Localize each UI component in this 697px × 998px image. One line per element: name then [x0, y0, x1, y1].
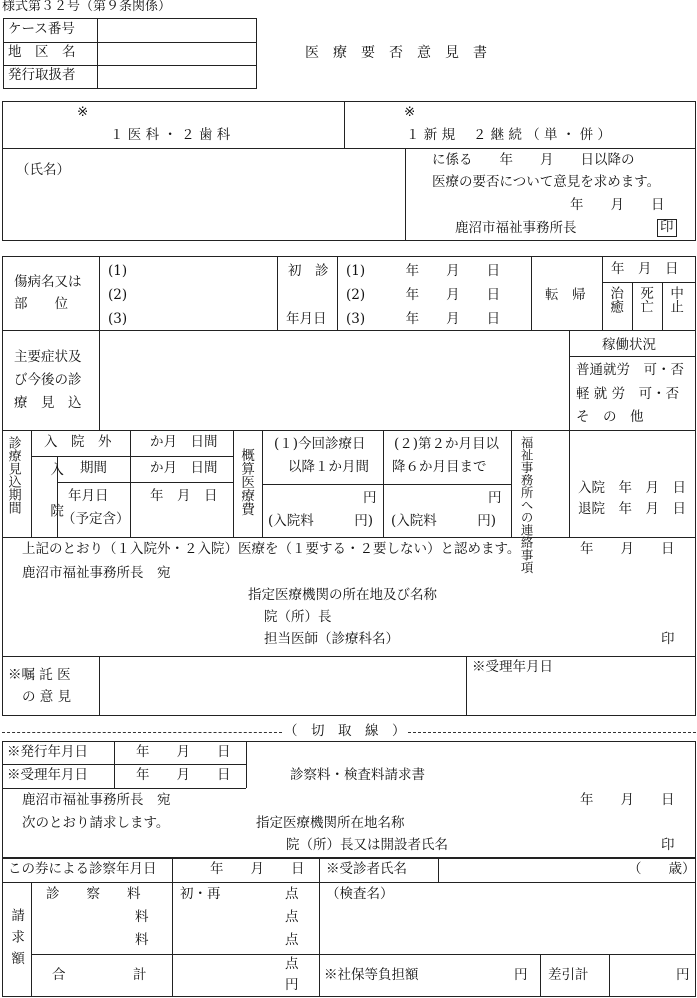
symptoms-label: び今後の診 [14, 372, 82, 388]
claim-title: 診察料・検査料請求書 [290, 767, 425, 783]
points-unit[interactable]: 点 [285, 932, 299, 948]
request-text: 医療の要否について意見を求めます。 [432, 174, 661, 190]
net-yen[interactable]: 円 [676, 967, 690, 983]
first-visit-label: 年月日 [286, 311, 327, 327]
inpatient-fee[interactable]: (入院料 円) [268, 513, 374, 529]
work-status-row[interactable]: そ の 他 [576, 409, 644, 425]
facility-label: 指定医療機関の所在地及び名称 [248, 587, 437, 603]
director-name-label: 院（所）長又は開設者氏名 [286, 837, 448, 853]
note-mark: ※ [77, 104, 89, 120]
seal-mark: 印 [661, 837, 675, 853]
admission-date-label: 年月日 [68, 488, 109, 504]
since-text: に係る 年 月 日以降の [432, 152, 635, 168]
points-unit[interactable]: 点 [285, 886, 299, 902]
district-field[interactable] [99, 44, 255, 64]
work-status-row[interactable]: 普通就労 可・否 [576, 362, 684, 378]
patient-name-label: ※受診者氏名 [326, 861, 407, 877]
insurance-label: ※社保等負担額 [324, 967, 419, 983]
net-label: 差引計 [548, 967, 589, 983]
visit-date-label: この券による診察年月日 [8, 861, 157, 877]
outcome-option[interactable]: 治癒 [607, 286, 624, 313]
total-yen[interactable]: 円 [285, 977, 299, 993]
admission-date[interactable]: 年 月 日 [150, 488, 218, 504]
inpatient-fee[interactable]: (入院料 円) [391, 513, 497, 529]
fee-row-label: 料 [135, 932, 149, 948]
claim-request-text: 次のとおり請求します。 [22, 815, 170, 831]
first-visit-label: 初 診 [288, 263, 329, 279]
first-visit-date[interactable]: (3) 年 月 日 [346, 311, 501, 327]
cost-col2-head: 降６か月目まで [392, 459, 487, 475]
inpatient-duration[interactable]: か月 日間 [150, 460, 218, 476]
form-number-label: 様式第３２号（第９条関係） [2, 0, 172, 14]
received-date-label: ※受理年月日 [472, 659, 553, 675]
cut-line-label: （ 切 取 線 ） [284, 723, 406, 739]
points-unit[interactable]: 点 [285, 909, 299, 925]
type-options[interactable]: １ 新 規 ２ 継 続 （ 単 ・ 併 ） [406, 127, 611, 143]
outcome-option[interactable]: 中止 [667, 286, 684, 313]
admit-date[interactable]: 入院 年 月 日 [578, 480, 686, 496]
disease-item[interactable]: (1) [108, 263, 128, 279]
district-label: 地 区 名 [8, 44, 76, 60]
outpatient-duration[interactable]: か月 日間 [150, 434, 218, 450]
total-points[interactable]: 点 [285, 956, 299, 972]
claim-amount-label: 請求額 [8, 908, 25, 973]
fee-row-label: 料 [135, 909, 149, 925]
cost-yen[interactable]: 円 [488, 490, 502, 506]
addressee: 鹿沼市福祉事務所長 宛 [22, 565, 171, 581]
work-status-row[interactable]: 軽 就 労 可・否 [576, 386, 680, 402]
receive-date[interactable]: 年 月 日 [136, 767, 231, 783]
issue-date[interactable]: 年 月 日 [136, 744, 231, 760]
cost-estimate-label: 概算医療費 [238, 448, 255, 516]
patient-name-label: （氏名） [16, 162, 70, 178]
claim-date: 年 月 日 [580, 792, 675, 808]
doctor-label: 担当医師（診療科名） [264, 631, 399, 647]
admission-date-label: （予定含） [62, 511, 130, 527]
visit-date[interactable]: 年 月 日 [210, 861, 305, 877]
consultant-opinion-field[interactable] [102, 659, 462, 713]
director-label: 院（所）長 [264, 609, 332, 625]
note-mark: ※ [404, 104, 416, 120]
age-field[interactable]: （ 歳） [628, 861, 696, 877]
seal-mark: 印 [657, 219, 677, 237]
liaison-label: 福祉事務所への連絡事項 [519, 436, 535, 574]
fee-row-label: 診 察 料 [46, 886, 141, 902]
disease-item[interactable]: (3) [108, 311, 128, 327]
cost-col2-head: (２)第２か月目以 [394, 436, 500, 452]
forecast-period-label: 診療見込期間 [5, 436, 21, 514]
receive-date-label: ※受理年月日 [7, 767, 88, 783]
period-label: 期間 [80, 460, 107, 476]
symptoms-field[interactable] [102, 333, 566, 427]
disease-label: 傷病名又は [14, 274, 82, 290]
disease-label: 部 位 [14, 296, 68, 312]
outcome-date[interactable]: 年 月 日 [611, 261, 679, 277]
case-number-label: ケース番号 [8, 21, 75, 37]
cut-line-left [2, 732, 282, 733]
consultant-label: ※嘱 託 医 [8, 667, 71, 683]
cost-col1-head: 以降１か月間 [288, 459, 369, 475]
issuer-label: 発行取扱者 [8, 67, 76, 83]
cost-yen[interactable]: 円 [363, 490, 377, 506]
symptoms-label: 療 見 込 [14, 395, 82, 411]
issue-date-label: ※発行年月日 [7, 744, 88, 760]
dept-options[interactable]: １ 医 科 ・ ２ 歯 科 [110, 127, 231, 143]
symptoms-label: 主要症状及 [14, 349, 82, 365]
cut-line-right [408, 732, 696, 733]
insurance-yen[interactable]: 円 [514, 967, 528, 983]
outcome-label: 転 帰 [545, 287, 586, 303]
claim-addressee: 鹿沼市福祉事務所長 宛 [22, 792, 171, 808]
request-date: 年 月 日 [570, 197, 665, 213]
first-visit-date[interactable]: (2) 年 月 日 [346, 287, 501, 303]
issuer-field[interactable] [99, 67, 255, 87]
issuer-name: 鹿沼市福祉事務所長 [455, 220, 577, 236]
certify-date: 年 月 日 [580, 541, 675, 557]
outcome-option[interactable]: 死亡 [637, 286, 654, 313]
case-number-field[interactable] [99, 20, 255, 41]
facility-name-label: 指定医療機関所在地名称 [256, 815, 405, 831]
initial-revisit[interactable]: 初・再 [180, 886, 221, 902]
discharge-date[interactable]: 退院 年 月 日 [578, 501, 686, 517]
test-name-label: （検査名） [326, 886, 394, 902]
first-visit-date[interactable]: (1) 年 月 日 [346, 263, 501, 279]
cost-col1-head: (１)今回診療日 [274, 436, 366, 452]
disease-item[interactable]: (2) [108, 287, 128, 303]
inpatient-label: 入院 [47, 462, 64, 545]
work-status-title: 稼働状況 [602, 337, 656, 353]
certify-text: 上記のとおり（１入院外・２入院）医療を（１要する・２要しない）と認めます。 [22, 541, 521, 557]
seal-mark: 印 [661, 631, 675, 647]
patient-name-field[interactable] [90, 152, 400, 192]
outpatient-label: 入 院 外 [44, 434, 112, 450]
consultant-label: の 意 見 [22, 689, 72, 705]
total-label: 合 計 [52, 967, 147, 983]
page-title: 医 療 要 否 意 見 書 [305, 45, 487, 61]
